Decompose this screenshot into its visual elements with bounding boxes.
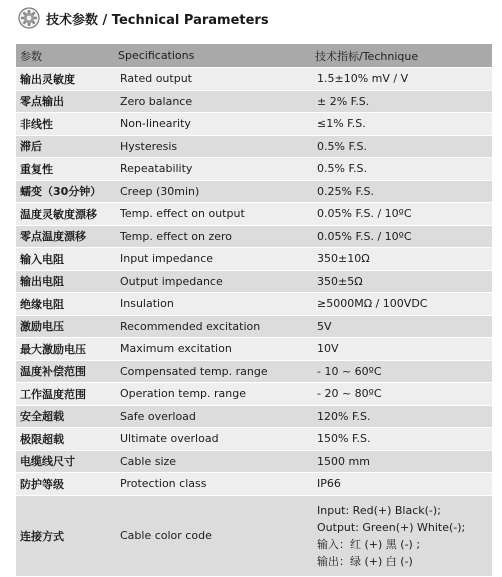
table-row bbox=[16, 293, 492, 316]
cell-parameter: 温度灵敏度漂移 bbox=[16, 203, 114, 226]
cell-parameter: 蠕变（30分钟） bbox=[16, 180, 114, 203]
cell-value: 0.5% F.S. bbox=[311, 135, 492, 158]
table-row-cable-color bbox=[16, 495, 492, 576]
cell-value: 5V bbox=[311, 315, 492, 338]
cell-specification: Maximum excitation bbox=[114, 338, 311, 361]
cell-value: IP66 bbox=[311, 473, 492, 496]
cell-specification: Creep (30min) bbox=[114, 180, 311, 203]
table-body bbox=[16, 68, 492, 577]
cell-specification: Safe overload bbox=[114, 405, 311, 428]
cell-specification: Recommended excitation bbox=[114, 315, 311, 338]
cell-parameter: 极限超载 bbox=[16, 428, 114, 451]
table-row bbox=[16, 338, 492, 361]
cell-specification: Ultimate overload bbox=[114, 428, 311, 451]
cell-specification: Zero balance bbox=[114, 90, 311, 113]
cable-line-output-cn: 输出：绿 (+) 白 (-) bbox=[317, 554, 413, 568]
cell-parameter: 电缆线尺寸 bbox=[16, 450, 114, 473]
header-specifications: Specifications bbox=[114, 44, 311, 68]
cable-line-output-en: Output: Green(+) White(-); bbox=[317, 520, 466, 534]
cell-value: 150% F.S. bbox=[311, 428, 492, 451]
cable-line-input-cn: 输入：红 (+) 黑 (-) ; bbox=[317, 537, 421, 551]
cell-specification: Rated output bbox=[114, 68, 311, 91]
cell-specification: Cable size bbox=[114, 450, 311, 473]
cell-parameter: 激励电压 bbox=[16, 315, 114, 338]
cell-parameter: 输入电阻 bbox=[16, 248, 114, 271]
table-row bbox=[16, 270, 492, 293]
table-row bbox=[16, 450, 492, 473]
table-row bbox=[16, 473, 492, 496]
cell-specification: Hysteresis bbox=[114, 135, 311, 158]
table-row bbox=[16, 203, 492, 226]
cell-specification: Repeatability bbox=[114, 158, 311, 181]
table-row bbox=[16, 135, 492, 158]
header-parameter: 参数 bbox=[16, 44, 114, 68]
table-row bbox=[16, 360, 492, 383]
gear-badge-icon bbox=[18, 7, 40, 29]
table-row bbox=[16, 90, 492, 113]
cell-specification: Protection class bbox=[114, 473, 311, 496]
table-row bbox=[16, 113, 492, 136]
cell-value: 120% F.S. bbox=[311, 405, 492, 428]
cell-value: 1500 mm bbox=[311, 450, 492, 473]
cell-specification: Cable color code bbox=[114, 495, 311, 576]
cell-parameter: 工作温度范围 bbox=[16, 383, 114, 406]
cell-specification: Input impedance bbox=[114, 248, 311, 271]
cell-specification: Temp. effect on zero bbox=[114, 225, 311, 248]
cell-value: - 10 ~ 60ºC bbox=[311, 360, 492, 383]
cell-value: - 20 ~ 80ºC bbox=[311, 383, 492, 406]
cell-value: ± 2% F.S. bbox=[311, 90, 492, 113]
cell-cable-color-code bbox=[311, 495, 492, 576]
cell-parameter: 输出灵敏度 bbox=[16, 68, 114, 91]
cell-value: 0.5% F.S. bbox=[311, 158, 492, 181]
table-row bbox=[16, 428, 492, 451]
cell-parameter: 滞后 bbox=[16, 135, 114, 158]
cell-parameter: 安全超载 bbox=[16, 405, 114, 428]
cell-specification: Operation temp. range bbox=[114, 383, 311, 406]
cell-value: 10V bbox=[311, 338, 492, 361]
section-title bbox=[18, 6, 269, 30]
cell-parameter: 重复性 bbox=[16, 158, 114, 181]
cell-value: 350±5Ω bbox=[311, 270, 492, 293]
table-row bbox=[16, 248, 492, 271]
cell-parameter: 非线性 bbox=[16, 113, 114, 136]
cable-line-input-en: Input: Red(+) Black(-); bbox=[317, 503, 441, 517]
table-row bbox=[16, 158, 492, 181]
cell-parameter: 最大激励电压 bbox=[16, 338, 114, 361]
table-row bbox=[16, 180, 492, 203]
cell-value: ≤1% F.S. bbox=[311, 113, 492, 136]
cell-parameter: 连接方式 bbox=[16, 495, 114, 576]
cell-value: 0.05% F.S. / 10ºC bbox=[311, 225, 492, 248]
technical-parameters-table bbox=[16, 44, 492, 577]
cell-parameter: 防护等级 bbox=[16, 473, 114, 496]
cell-specification: Output impedance bbox=[114, 270, 311, 293]
page-title: 技术参数 / Technical Parameters bbox=[46, 12, 269, 28]
cell-parameter: 温度补偿范围 bbox=[16, 360, 114, 383]
table-row bbox=[16, 68, 492, 91]
table-row bbox=[16, 383, 492, 406]
table-row bbox=[16, 315, 492, 338]
table-row bbox=[16, 225, 492, 248]
cell-value: ≥5000MΩ / 100VDC bbox=[311, 293, 492, 316]
cell-parameter: 输出电阻 bbox=[16, 270, 114, 293]
cell-value: 0.05% F.S. / 10ºC bbox=[311, 203, 492, 226]
cell-specification: Insulation bbox=[114, 293, 311, 316]
cell-parameter: 零点温度漂移 bbox=[16, 225, 114, 248]
cell-specification: Non-linearity bbox=[114, 113, 311, 136]
cell-value: 0.25% F.S. bbox=[311, 180, 492, 203]
table-header-row bbox=[16, 44, 492, 68]
cell-value: 1.5±10% mV / V bbox=[311, 68, 492, 91]
table-row bbox=[16, 405, 492, 428]
cell-parameter: 绝缘电阻 bbox=[16, 293, 114, 316]
cell-specification: Temp. effect on output bbox=[114, 203, 311, 226]
cell-parameter: 零点输出 bbox=[16, 90, 114, 113]
cell-value: 350±10Ω bbox=[311, 248, 492, 271]
header-technique: 技术指标/Technique bbox=[311, 44, 492, 68]
cell-specification: Compensated temp. range bbox=[114, 360, 311, 383]
